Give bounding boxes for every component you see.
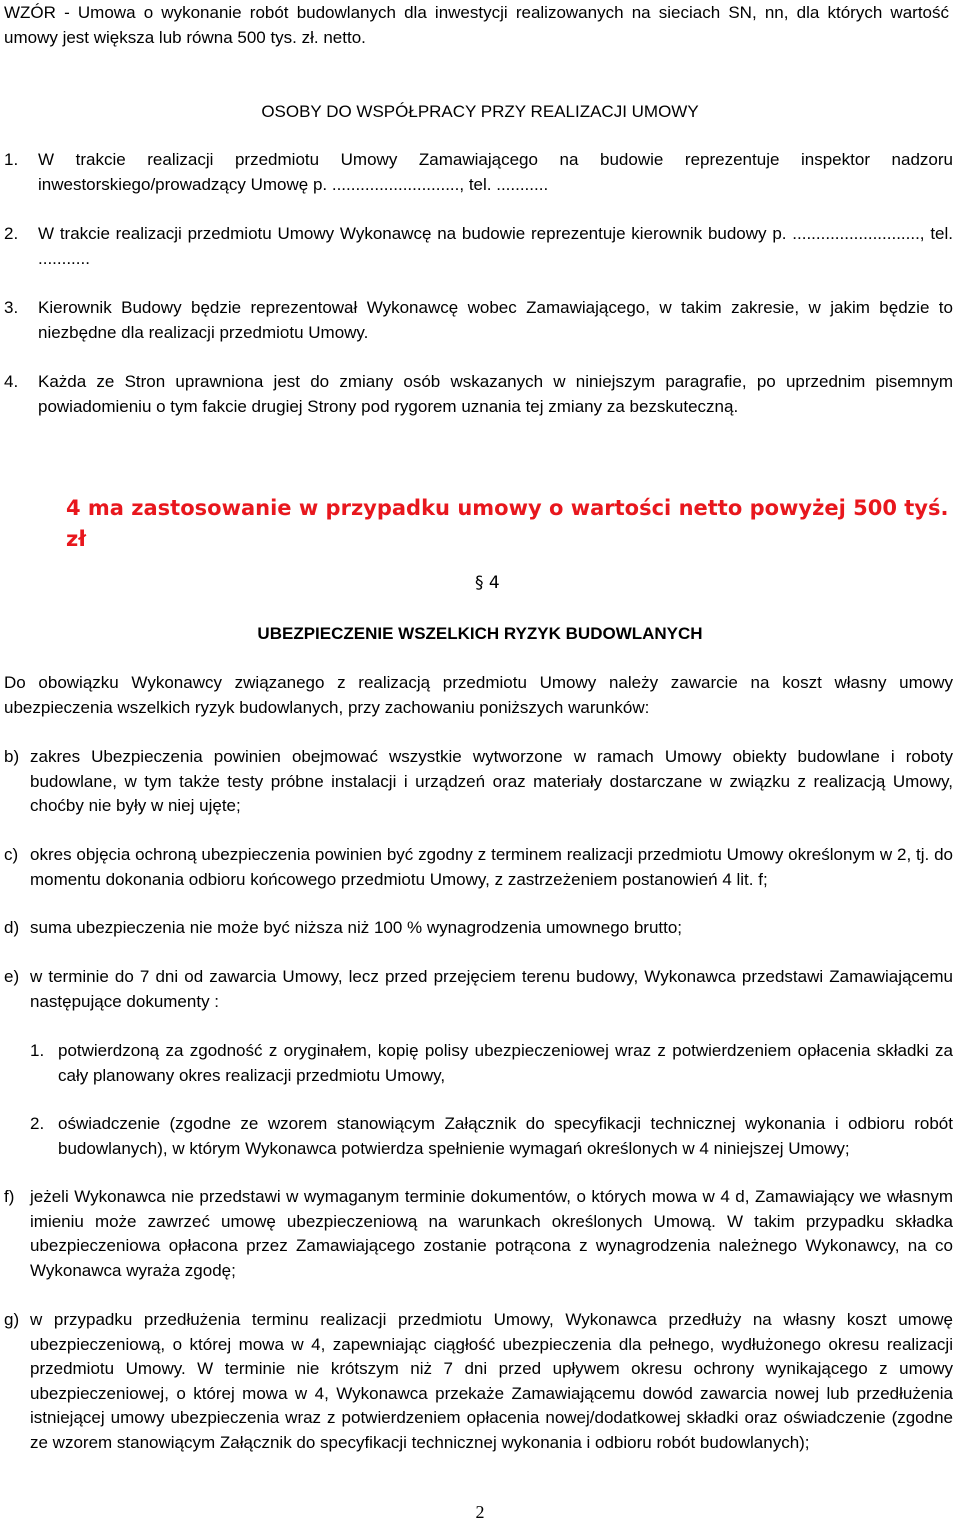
item-text: suma ubezpieczenia nie może być niższa niż 100 % wynagrodzenia umownego brutto; [30, 918, 683, 937]
list-item [4, 916, 953, 941]
item-text: W trakcie realizacji przedmiotu Umowy Wykonawcę na budowie reprezentuje kierownik budowy p. ..........................., tel. ........... [38, 224, 953, 268]
item-number: 1. [4, 150, 19, 169]
list-item [4, 370, 953, 419]
intro-paragraph: Do obowiązku Wykonawcy związanego z realizacją przedmiotu Umowy należy zawarcie na koszt własny umowy ubezpieczenia wszelkich ryzyk budowlanych, przy zachowaniu poniższych warunków: [4, 673, 953, 717]
item-label: g) [4, 1310, 20, 1329]
page-number: 2 [475, 1502, 485, 1522]
highlighted-note: 4 ma zastosowanie w przypadku umowy o wartości netto powyżej 500 tyś. zł [66, 496, 949, 551]
item-number: 2. [30, 1114, 45, 1133]
item-text: oświadczenie (zgodne ze wzorem stanowiącym Załącznik do specyfikacji technicznej wykonania i odbioru robót budowlanych), w którym Wykonawca potwierdza spełnienie wymagań określonych w 4 niniejszej Umowy; [58, 1114, 953, 1158]
list-item [30, 1112, 953, 1161]
item-number: 1. [30, 1041, 45, 1060]
list-item [4, 1185, 953, 1283]
item-text: W trakcie realizacji przedmiotu Umowy Zamawiającego na budowie reprezentuje inspektor nadzoru inwestorskiego/prowadzący Umowę p. ..........................., tel. ........... [38, 150, 953, 194]
item-text: jeżeli Wykonawca nie przedstawi w wymaganym terminie dokumentów, o których mowa w 4 d, Zamawiający we własnym imieniu może zawrzeć umowę ubezpieczeniową na warunkach określonych Umową. W takim przypadku składka ubezpieczeniowa opłacona przez Zamawiającego zostanie potrącona z wynagrodzenia należnego Wykonawcy, na co Wykonawca wyraża zgodę; [30, 1187, 953, 1280]
item-label: b) [4, 747, 20, 766]
section-sign: § [475, 573, 484, 593]
section-title-persons: OSOBY DO WSPÓŁPRACY PRZY REALIZACJI UMOWY [261, 102, 699, 121]
item-text: okres objęcia ochroną ubezpieczenia powinien być zgodny z terminem realizacji przedmiotu Umowy określonym w 2, tj. do momentu dokonania odbioru końcowego przedmiotu Umowy, z zastrzeżeniem postanowień 4 lit. f; [30, 845, 953, 889]
item-text: w terminie do 7 dni od zawarcia Umowy, lecz przed przejęciem terenu budowy, Wykonawca przedstawi Zamawiającemu następujące dokumenty : [30, 967, 953, 1011]
list-item [4, 1308, 953, 1455]
list-item [4, 965, 953, 1014]
item-text: Kierownik Budowy będzie reprezentował Wykonawcę wobec Zamawiającego, w takim zakresie, w jakim będzie to niezbędne dla realizacji przedmiotu Umowy. [38, 298, 953, 342]
item-text: potwierdzoną za zgodność z oryginałem, kopię polisy ubezpieczeniowej wraz z potwierdzeniem opłacenia składki za cały planowany okres realizacji przedmiotu Umowy, [58, 1041, 953, 1085]
document-header: WZÓR - Umowa o wykonanie robót budowlanych dla inwestycji realizowanych na sieciach SN, nn, dla których wartość umowy jest większa lub równa 500 tys. zł. netto. [4, 3, 949, 47]
item-text: zakres Ubezpieczenia powinien obejmować wszystkie wytworzone w ramach Umowy obiekty budowlane i roboty budowlane, w tym także testy próbne instalacji i urządzeń oraz materiały dostarczane w związku z realizacją Umowy, choćby nie były w niej ujęte; [30, 747, 953, 815]
item-number: 2. [4, 224, 19, 243]
list-item [4, 148, 953, 197]
paragraph-number [475, 571, 500, 596]
item-label: e) [4, 967, 20, 986]
list-item [4, 843, 953, 892]
paragraph-number-value: 4 [488, 573, 500, 593]
list-item [4, 296, 953, 345]
item-label: c) [4, 845, 19, 864]
item-label: d) [4, 918, 20, 937]
section-title-insurance: UBEZPIECZENIE WSZELKICH RYZYK BUDOWLANYCH [257, 624, 703, 643]
list-item [30, 1039, 953, 1088]
list-item [4, 745, 953, 819]
item-number: 4. [4, 372, 19, 391]
item-text: w przypadku przedłużenia terminu realizacji przedmiotu Umowy, Wykonawca przedłuży na własny koszt umowę ubezpieczeniową, o której mowa w 4, zapewniając ciągłość ubezpieczenia dla pełnego, wydłużonego okresu realizacji przedmiotu Umowy. W terminie nie krótszym niż 7 dni przed upływem okresu ochrony wynikającego z umowy ubezpieczeniowej, o której mowa w 4, Wykonawca przekaże Zamawiającemu dowód zawarcia nowej lub przedłużenia istniejącej umowy ubezpieczenia wraz z potwierdzeniem opłacenia nowej/dodatkowej składki oraz oświadczenie (zgodne ze wzorem stanowiącym Załącznik do specyfikacji technicznej wykonania i odbioru robót budowlanych); [30, 1310, 953, 1452]
item-label: f) [4, 1187, 15, 1206]
list-item [4, 222, 953, 271]
item-text: Każda ze Stron uprawniona jest do zmiany osób wskazanych w niniejszym paragrafie, po uprzednim pisemnym powiadomieniu o tym fakcie drugiej Strony pod rygorem uznania tej zmiany za bezskuteczną. [38, 372, 953, 416]
item-number: 3. [4, 298, 19, 317]
